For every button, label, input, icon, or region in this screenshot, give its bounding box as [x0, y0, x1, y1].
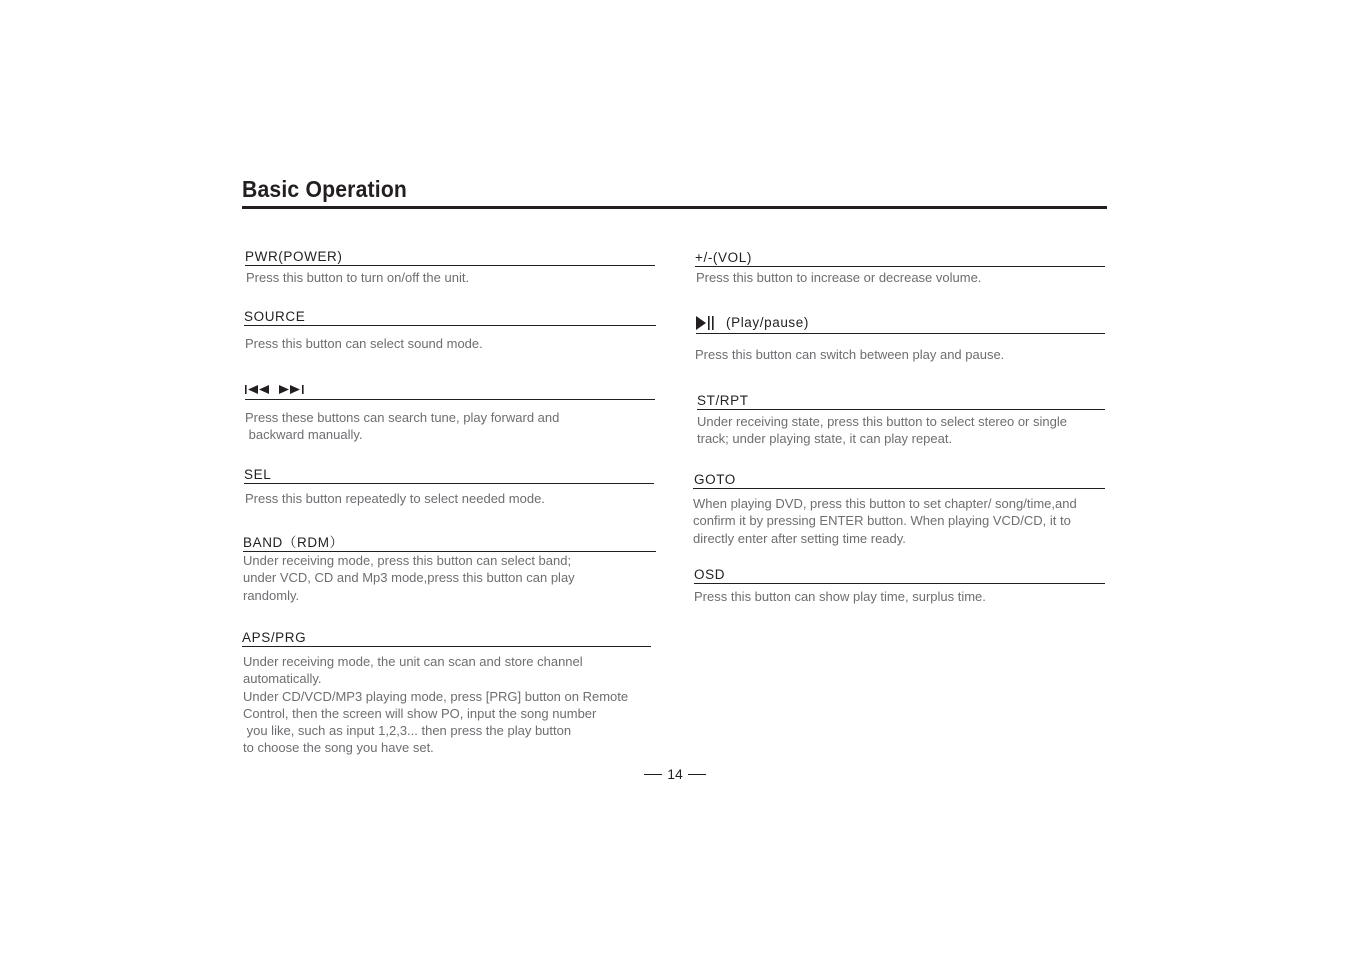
section-heading: GOTO: [693, 471, 1105, 489]
section-description: When playing DVD, press this button to set chapter/ song/time,and confirm it by pressing ENTER button. When playing VCD/CD, it to directly enter after setting time ready.: [693, 496, 1077, 546]
section-description: Press this button repeatedly to select needed mode.: [245, 491, 545, 506]
section-heading: OSD: [694, 566, 1105, 584]
page-number-dash: [644, 774, 662, 775]
section-heading: [696, 313, 1105, 334]
skip-forward-icon: [279, 384, 305, 395]
title-rule: [242, 206, 1107, 209]
section-heading: PWR(POWER): [245, 248, 655, 266]
section-description: Press these buttons can search tune, play forward and backward manually.: [245, 410, 560, 443]
section-skip: [245, 381, 655, 444]
section-vol: [695, 249, 1105, 286]
section-description: Press this button to turn on/off the unit.: [246, 270, 470, 285]
section-sel: [244, 466, 654, 507]
section-osd: [694, 566, 1105, 605]
section-goto: [693, 471, 1105, 547]
section-description: Press this button can select sound mode.: [245, 336, 483, 351]
section-description: Under receiving state, press this button to select stereo or single track; under playing state, it can play repeat.: [697, 414, 1067, 447]
section-heading: [245, 381, 655, 400]
page-number-dash: [688, 774, 706, 775]
section-description: Press this button can switch between play and pause.: [695, 347, 1005, 362]
section-play-pause: [696, 313, 1105, 363]
section-heading: +/-(VOL): [695, 249, 1105, 267]
section-description: Press this button to increase or decrease volume.: [696, 270, 982, 285]
section-band: [243, 534, 656, 604]
section-heading: ST/RPT: [697, 392, 1105, 410]
section-pwr: [245, 248, 655, 286]
section-heading: BAND（RDM）: [243, 534, 656, 552]
section-heading: SOURCE: [244, 308, 656, 326]
skip-back-icon: [245, 384, 271, 395]
section-description: Under receiving mode, press this button can select band; under VCD, CD and Mp3 mode,press this button can play randomly.: [243, 553, 575, 603]
section-aps: [242, 629, 651, 757]
section-description: Press this button can show play time, surplus time.: [694, 589, 986, 604]
page-number: [644, 766, 706, 782]
section-source: [244, 308, 656, 352]
section-heading: SEL: [244, 466, 654, 484]
section-description: Under receiving mode, the unit can scan and store channel automatically. Under CD/VCD/MP3 playing mode, press [PRG] button on Remote Control, then the screen will show PO, input the song number you like, such as input 1,2,3... then press the play button to choose the song you have set.: [243, 654, 629, 756]
section-heading-label: (Play/pause): [726, 315, 809, 330]
page-number-value: 14: [667, 766, 683, 782]
page-title: Basic Operation: [242, 176, 408, 202]
section-st-rpt: [697, 392, 1105, 448]
section-heading: APS/PRG: [242, 629, 651, 647]
play-pause-icon: [696, 316, 714, 330]
